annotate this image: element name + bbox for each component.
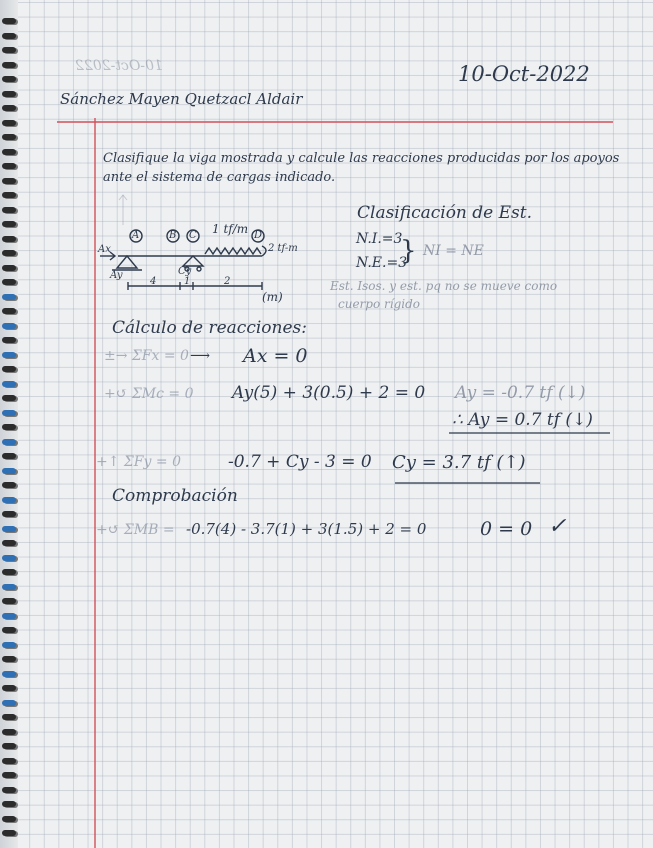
classification-title: Clasificación de Est.	[357, 203, 532, 223]
eq3-right: Cy = 3.7 tf (↑)	[392, 452, 526, 473]
label-d: D	[254, 230, 263, 241]
ghost-date-text: 10-Oct-2022	[75, 58, 163, 74]
check-eq-right: 0 = 0	[480, 518, 533, 540]
eq3-mid: -0.7 + Cy - 3 = 0	[228, 452, 372, 472]
eq3-left: +↑ ΣFy = 0	[96, 454, 181, 470]
problem-line-2: ante el sistema de cargas indicado.	[103, 170, 336, 185]
eq2-result: ∴ Ay = 0.7 tf (↓)	[452, 410, 593, 430]
ni-ne-relation: NI = NE	[423, 243, 484, 259]
check-eq-mid: -0.7(4) - 3.7(1) + 3(1.5) + 2 = 0	[186, 520, 427, 538]
label-b: B	[169, 230, 177, 241]
dim-1-label: 1	[184, 276, 191, 287]
check-eq-left: +↺ ΣMB =	[96, 522, 175, 538]
distributed-load-label: 1 tf/m	[212, 222, 249, 236]
classification-note-1: Est. Isos. y est. pq no se mueve como	[330, 279, 558, 293]
eq1-arrow: ⟶	[190, 348, 211, 364]
eq1-right: Ax = 0	[243, 345, 308, 367]
classification-note-2: cuerpo rígido	[338, 297, 421, 311]
dim-2-label: 2	[224, 276, 231, 287]
reaction-ax-label: Ax	[98, 244, 111, 255]
calc-title: Cálculo de reacciones:	[112, 318, 307, 338]
unit-label: (m)	[262, 290, 283, 304]
check-mark-icon: ✓	[548, 514, 567, 539]
brace-icon: }	[400, 236, 417, 266]
eq2-mid: Ay(5) + 3(0.5) + 2 = 0	[232, 383, 426, 403]
ne-text: N.E.=3	[356, 255, 408, 271]
moment-label: 2 tf-m	[268, 243, 298, 254]
eq2-right: Ay = -0.7 tf (↓)	[455, 383, 586, 403]
label-c: C	[189, 230, 197, 241]
date-text: 10-Oct-2022	[458, 62, 590, 86]
ni-text: N.I.=3	[356, 231, 403, 247]
check-title: Comprobación	[112, 486, 238, 506]
eq2-left: +↺ ΣMc = 0	[104, 386, 194, 402]
dim-4-label: 4	[150, 276, 157, 287]
reaction-ay-label: Ay	[110, 270, 123, 281]
eq1-left: ±→ ΣFx = 0	[104, 348, 189, 364]
student-name: Sánchez Mayen Quetzacl Aldair	[60, 90, 303, 108]
label-a: A	[132, 230, 140, 241]
problem-line-1: Clasifique la viga mostrada y calcule las reacciones producidas por los apoyos	[103, 151, 620, 166]
reaction-cy-label: Cy	[178, 266, 192, 277]
